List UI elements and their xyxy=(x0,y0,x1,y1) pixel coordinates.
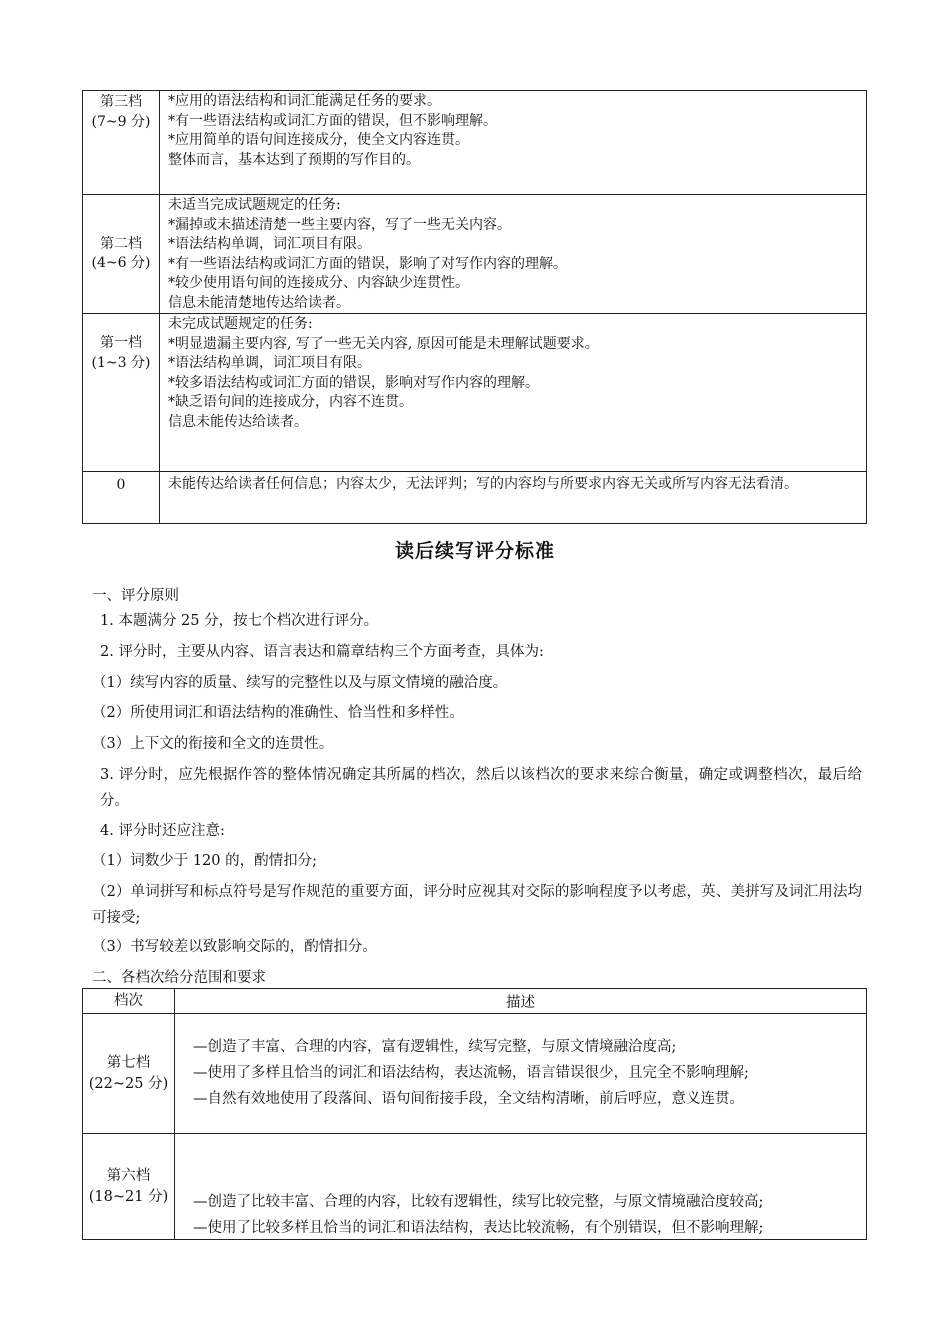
description-line: *明显遗漏主要内容, 写了一些无关内容, 原因可能是未理解试题要求。 xyxy=(168,335,599,352)
description-line: 信息未能清楚地传达给读者。 xyxy=(168,294,350,311)
level-range: (1~3 分) xyxy=(91,354,151,371)
level-cell xyxy=(83,314,160,472)
table-row xyxy=(83,314,867,472)
paragraph: （2）所使用词汇和语法结构的准确性、恰当性和多样性。 xyxy=(92,705,464,721)
table-row xyxy=(83,195,867,314)
description-cell xyxy=(160,472,867,524)
level-name: 第一档 xyxy=(100,335,142,351)
level-name: 0 xyxy=(116,477,126,493)
description-line: *语法结构单调，词汇项目有限。 xyxy=(168,355,371,371)
level-range: (7~9 分) xyxy=(91,113,151,130)
scoring-table-bottom xyxy=(82,988,867,1240)
level-cell xyxy=(83,1014,175,1134)
description-line: *漏掉或未描述清楚一些主要内容，写了一些无关内容。 xyxy=(168,216,511,233)
description-line: *有一些语法结构或词汇方面的错误，影响了对写作内容的理解。 xyxy=(168,255,567,272)
description-line: *语法结构单调，词汇项目有限。 xyxy=(168,236,371,252)
description-line: *有一些语法结构或词汇方面的错误，但不影响理解。 xyxy=(168,112,497,129)
scoring-table-top xyxy=(82,90,867,524)
paragraph: （1）词数少于 120 的，酌情扣分; xyxy=(92,853,318,869)
level-range: (4~6 分) xyxy=(91,255,151,271)
description-line: —使用了比较多样且恰当的词汇和语法结构，表达比较流畅，有个别错误，但不影响理解; xyxy=(193,1220,764,1236)
column-header: 描述 xyxy=(175,989,867,1014)
description-line: —创造了比较丰富、合理的内容，比较有逻辑性，续写比较完整，与原文情境融洽度较高; xyxy=(193,1194,764,1210)
page-title: 读后续写评分标准 xyxy=(394,540,555,562)
description-line: *应用的语法结构和词汇能满足任务的要求。 xyxy=(168,93,441,109)
level-name: 第六档 xyxy=(106,1167,151,1184)
description-line: 未适当完成试题规定的任务: xyxy=(168,197,341,213)
description-line: —创造了丰富、合理的内容，富有逻辑性，续写完整，与原文情境融洽度高; xyxy=(193,1039,677,1055)
description-cell xyxy=(160,195,867,314)
table-header-row xyxy=(83,989,867,1014)
description-cell xyxy=(160,314,867,472)
paragraph: 4. 评分时还应注意: xyxy=(100,823,225,839)
paragraph: （3）书写较差以致影响交际的，酌情扣分。 xyxy=(92,939,377,955)
level-name: 第三档 xyxy=(100,94,142,110)
description-cell xyxy=(160,91,867,195)
level-range: (22~25 分) xyxy=(88,1075,169,1092)
paragraph: （3）上下文的衔接和全文的连贯性。 xyxy=(92,736,334,752)
table-row xyxy=(83,472,867,524)
table-row xyxy=(83,91,867,195)
description-line: *较少使用语句间的连接成分、内容缺少连贯性。 xyxy=(168,275,469,291)
description-line: 整体而言，基本达到了预期的写作目的。 xyxy=(168,151,420,168)
table-row xyxy=(83,1134,867,1240)
paragraph: （2）单词拼写和标点符号是写作规范的重要方面，评分时应视其对交际的影响程度予以考虑，英、美拼写及词汇用法均可接受; xyxy=(92,884,862,926)
section-heading: 二、各档次给分范围和要求 xyxy=(92,970,266,986)
description-cell xyxy=(175,1134,867,1240)
paragraph: （1）续写内容的质量、续写的完整性以及与原文情境的融洽度。 xyxy=(92,675,508,691)
level-name: 第七档 xyxy=(106,1054,151,1071)
level-range: (18~21 分) xyxy=(88,1188,169,1205)
column-header: 档次 xyxy=(83,989,175,1014)
description-cell xyxy=(175,1014,867,1134)
description-line: *缺乏语句间的连接成分，内容不连贯。 xyxy=(168,394,413,410)
paragraph: 3. 评分时，应先根据作答的整体情况确定其所属的档次，然后以该档次的要求来综合衡量，确定或调整档次，最后给分。 xyxy=(100,767,862,809)
paragraph: 2. 评分时，主要从内容、语言表达和篇章结构三个方面考查，具体为: xyxy=(100,644,544,660)
level-cell xyxy=(83,91,160,195)
description-line: *较多语法结构或词汇方面的错误，影响对写作内容的理解。 xyxy=(168,374,539,391)
description-line: —使用了多样且恰当的词汇和语法结构，表达流畅，语言错误很少，且完全不影响理解; xyxy=(193,1065,749,1081)
description-line: 信息未能传达给读者。 xyxy=(168,413,308,430)
description-text: 未能传达给读者任何信息；内容太少，无法评判；写的内容均与所要求内容无关或所写内容无法看清。 xyxy=(168,476,798,492)
description-line: *应用简单的语句间连接成分，使全文内容连贯。 xyxy=(168,132,469,148)
paragraph: 1. 本题满分 25 分，按七个档次进行评分。 xyxy=(100,613,379,629)
level-cell xyxy=(83,472,160,524)
level-cell xyxy=(83,1134,175,1240)
description-line: 未完成试题规定的任务: xyxy=(168,316,313,332)
section-heading: 一、评分原则 xyxy=(92,588,179,604)
level-name: 第二档 xyxy=(100,235,142,252)
level-cell xyxy=(83,195,160,314)
table-row xyxy=(83,1014,867,1134)
description-line: —自然有效地使用了段落间、语句间衔接手段，全文结构清晰，前后呼应，意义连贯。 xyxy=(193,1091,744,1107)
